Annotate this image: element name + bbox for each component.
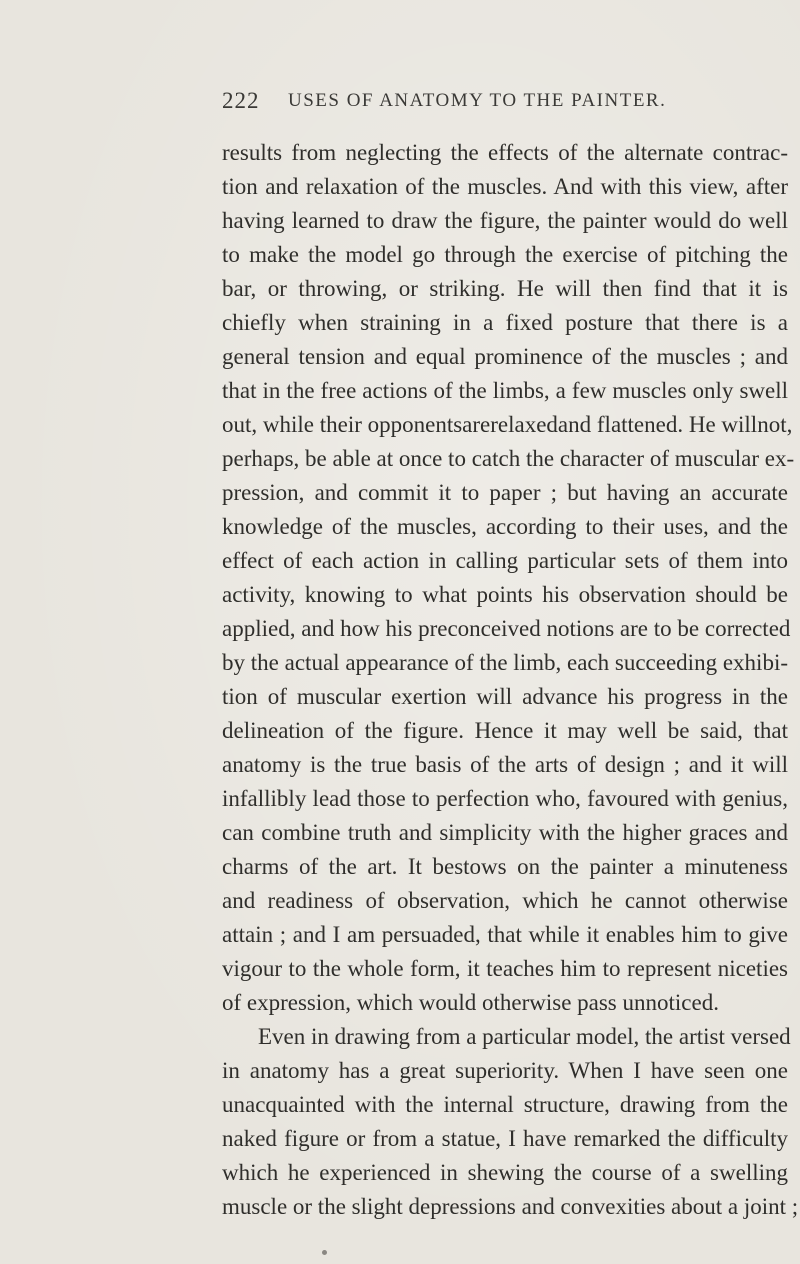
text-line: knowledge of the muscles, according to their uses, and the xyxy=(222,514,788,539)
text-line: pression, and commit it to paper ; but having an accurate xyxy=(222,480,788,505)
text-line-paragraph-end: of expression, which would otherwise pass unnoticed. xyxy=(222,990,719,1015)
text-line: to make the model go through the exercise of pitching the xyxy=(222,242,788,267)
page-header xyxy=(222,88,782,118)
text-line: tion and relaxation of the muscles. And with this view, after xyxy=(222,174,788,199)
text-line: applied, and how his preconceived notions are to be corrected xyxy=(222,616,791,641)
text-line: and readiness of observation, which he cannot otherwise xyxy=(222,888,788,913)
text-line: muscle or the slight depressions and convexities about a joint ; xyxy=(222,1194,799,1219)
text-line: having learned to draw the figure, the painter would do well xyxy=(222,208,788,233)
text-line: anatomy is the true basis of the arts of design ; and it will xyxy=(222,752,788,777)
text-line: bar, or throwing, or striking. He will then find that it is xyxy=(222,276,788,301)
text-line: tion of muscular exertion will advance his progress in the xyxy=(222,684,788,709)
ink-speck xyxy=(322,1250,327,1255)
text-line-paragraph-start: Even in drawing from a particular model, the artist versed xyxy=(258,1024,791,1049)
text-line: by the actual appearance of the limb, each succeeding exhibi- xyxy=(222,650,788,675)
page-number: 222 xyxy=(222,88,260,113)
text-line: can combine truth and simplicity with the higher graces and xyxy=(222,820,788,845)
text-line: chiefly when straining in a fixed posture that there is a xyxy=(222,310,788,335)
text-line: which he experienced in shewing the course of a swelling xyxy=(222,1160,788,1185)
text-line: naked figure or from a statue, I have remarked the difficulty xyxy=(222,1126,788,1151)
running-head: USES OF ANATOMY TO THE PAINTER. xyxy=(288,90,667,111)
text-line: infallibly lead those to perfection who, favoured with genius, xyxy=(222,786,788,811)
text-line: results from neglecting the effects of the alternate contrac- xyxy=(222,140,788,165)
text-line: unacquainted with the internal structure, drawing from the xyxy=(222,1092,788,1117)
text-line: activity, knowing to what points his observation should be xyxy=(222,582,788,607)
text-line: perhaps, be able at once to catch the character of muscular ex- xyxy=(222,446,795,471)
text-line: delineation of the figure. Hence it may well be said, that xyxy=(222,718,788,743)
text-line: effect of each action in calling particular sets of them into xyxy=(222,548,788,573)
text-line: out, while their opponentsarerelaxedand flattened. He willnot, xyxy=(222,412,793,437)
text-line: in anatomy has a great superiority. When I have seen one xyxy=(222,1058,788,1083)
text-line: that in the free actions of the limbs, a few muscles only swell xyxy=(222,378,788,403)
text-line: general tension and equal prominence of the muscles ; and xyxy=(222,344,788,369)
text-line: attain ; and I am persuaded, that while it enables him to give xyxy=(222,922,788,947)
text-line: vigour to the whole form, it teaches him to represent niceties xyxy=(222,956,788,981)
text-line: charms of the art. It bestows on the painter a minuteness xyxy=(222,854,788,879)
